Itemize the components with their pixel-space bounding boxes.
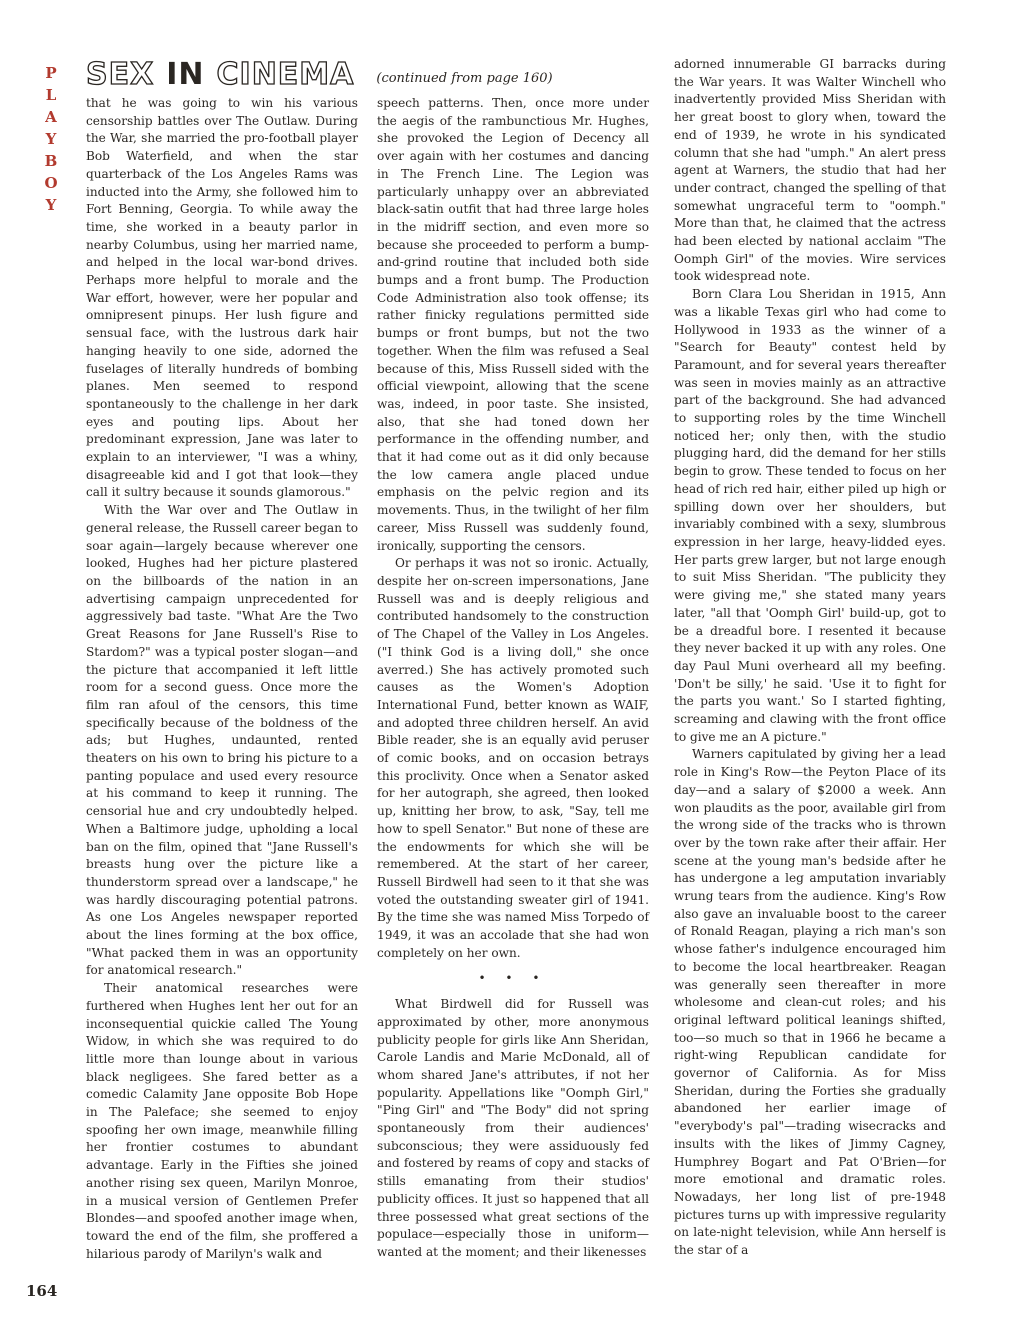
paragraph: Or perhaps it was not so ironic. Actually, despite her on-screen impersonations, Jane Russell was and is deeply religious and contributed handsomely to the construction of The Chapel of the Valley in Los Angeles. ("I think God is a living doll," she once averred.) She has actively promoted such causes as the Women's Adoption International Fund, better known as WAIF, and adopted three children herself. An avid Bible reader, she is an equally avid peruser of comic books, and on occasion betrays this proclivity. Once when a Senator asked for her autograph, she agreed, then looked up, knitting her brow, to ask, "Say, tell me how to spell Senator." But none of these are the endowments for which she will be remembered. At the start of her career, Russell Birdwell had seen to it that she was voted the outstanding sweater girl of 1941. By the time she was named Miss Torpedo of 1949, it was an accolade that she had won completely on her own. [377,556,649,960]
header-word-in: IN [166,57,205,92]
section-header [86,58,553,90]
magazine-name-vertical [38,62,64,216]
magazine-name-letter: O [44,174,58,192]
magazine-name-letter: Y [45,130,57,148]
paragraph: With the War over and The Outlaw in general release, the Russell career began to soar again—largely because wherever one looked, Hughes had her picture plastered on the billboards of the nation in an advertising campaign unprecedented for aggressively bad taste. "What Are the Two Great Reasons for Jane Russell's Rise to Stardom?" was a typical poster slogan—and the picture that accompanied it left little room for a second guess. Once more the film ran afoul of the censors, this time specifically because of the boldness of the ads; but Hughes, undaunted, rented theaters on his own to bring his picture to a panting populace and used every resource at his command to keep it running. The censorial hue and cry undoubtedly helped. When a Baltimore judge, upholding a local ban on the film, opined that "Jane Russell's breasts hung over the picture like a thunderstorm spread over a landscape," he was hardly discouraging potential patrons. As one Los Angeles newspaper reported about the lines forming at the box office, "What packed them in was an opportunity for anatomical research." [86,503,358,978]
paragraph: What Birdwell did for Russell was approximated by other, more anonymous publicity people for girls like Ann Sheridan, Carole Landis and Marie McDonald, all of whom shared Jane's attributes, if not her popularity. Appellations like "Oomph Girl," "Ping Girl" and "The Body" did not spring spontaneously from their audiences' subconscious; they were assiduously fed and fostered by reams of copy and stacks of stills emanating from their studios' publicity offices. It just so happened that all three possessed what great sections of the populace—especially those in uniform—wanted at the moment; and their likenesses [377,997,649,1259]
paragraph: that he was going to win his various censorship battles over The Outlaw. During the War, she married the pro-football player Bob Waterfield, and when the star quarterback of the Los Angeles Rams was inducted into the Army, she followed him to Fort Benning, Georgia. To while away the time, she worked in a beauty parlor in nearby Columbus, using her married name, and helped in the local war-bond drives. Perhaps more helpful to morale and the War effort, however, were her popular and omnipresent pinups. Her lush figure and sensual face, with the lustrous dark hair hanging heavily to one side, adorned the fuselages of literally hundreds of bombing planes. Men seemed to respond spontaneously to the challenge in her dark eyes and pouting lips. About her predominant expression, Jane was later to explain to an interviewer, "I was a whiny, disagreeable kid and I got that look—they call it sultry because it sounds glamorous." [86,96,358,500]
paragraph: Born Clara Lou Sheridan in 1915, Ann was a likable Texas girl who had come to Hollywood in 1933 as the winner of a "Search for Beauty" contest held by Paramount, and for several years thereafter was seen in movies mainly as an attractive part of the background. She had advanced to supporting roles by the time Winchell noticed her; only then, with the studio plugging hard, did the demand for her stills begin to grow. These tended to focus on her head of rich red hair, either piled up high or spilling down over her shoulders, but invariably combined with a sexy, slumbrous expression in her large, heavy-lidded eyes. Her parts grew larger, but not large enough to suit Miss Sheridan. "The publicity they were giving me," she stated many years later, "all that 'Oomph Girl' build-up, got to be a dreadful bore. I resented it because they never backed it up with any roles. One day Paul Muni overheard all my beefing. 'Don't be silly,' he said. 'Use it to fight for the parts you want.' So I started fighting, screaming and clawing with the front office to give me an A picture." [674,287,946,744]
page-number: 164 [26,1282,58,1300]
text-column-3 [674,56,946,1260]
paragraph: Their anatomical researches were furthered when Hughes lent her out for an inconsequential quickie called The Young Widow, in which she was required to do little more than lounge about in various black negligees. She fared better as a comedic Calamity Jane opposite Bob Hope in The Paleface; she seemed to enjoy spoofing her own image, meanwhile filling her frontier costumes to abundant advantage. Early in the Fifties she joined another rising sex queen, Marilyn Monroe, in a musical version of Gentlemen Prefer Blondes—and spoofed another image when, toward the end of the film, she proffered a hilarious parody of Marilyn's walk and [86,981,358,1261]
section-break-ornament: • • • [478,971,548,986]
magazine-name-letter: Y [45,196,57,214]
paragraph: Warners capitulated by giving her a lead role in King's Row—the Peyton Place of its day—and a salary of $2000 a week. Ann won plaudits as the poor, available girl from the wrong side of the tracks who is thrown over by the town rake after their affair. Her scene at the young man's bedside after he has undergone a leg amputation invariably wrung tears from the audience. King's Row also gave an invaluable boost to the career of Ronald Reagan, playing a rich man's son whose father's indulgence encouraged him to become the local heartbreaker. Reagan was generally seen thereafter in more wholesome and clean-cut roles; and his original leftward political leanings shifted, too—so much so that in 1966 he became a right-wing Republican candidate for governor of California. As for Miss Sheridan, during the Forties she gradually abandoned her earlier image of "everybody's pal"—trading wisecracks and insults with the likes of Jimmy Cagney, Humphrey Bogart and Pat O'Brien—for more emotional and dramatic roles. Nowadays, her long list of pre-1948 pictures turns up with impressive regularity on late-night television, while Ann herself is the star of a [674,747,946,1258]
magazine-name-letter: L [45,86,57,104]
header-word-sex: SEX [86,57,155,92]
text-column-1 [86,95,358,1263]
paragraph: speech patterns. Then, once more under the aegis of the rambunctious Mr. Hughes, she provoked the Legion of Decency all over again with her costumes and dancing in The French Line. The Legion was particularly unhappy over an abbreviated black-satin outfit that had three large holes in the midriff section, and even more so because she proceeded to perform a bump-and-grind routine that included both side bumps and a front bump. The Production Code Administration also took offense; its rather finicky regulations permitted side bumps or front bumps, but not the two together. When the film was refused a Seal because of this, Miss Russell sided with the official viewpoint, allowing that the scene was, indeed, in poor taste. She insisted, also, that she had toned down her performance in the offending number, and that it had come out as it did only because the low camera angle placed undue emphasis on the pelvic region and its movements. Thus, in the twilight of her film career, Miss Russell was suddenly found, ironically, supporting the censors. [377,96,649,553]
magazine-name-letter: A [45,108,57,126]
paragraph: adorned innumerable GI barracks during the War years. It was Walter Winchell who inadvertently provided Miss Sheridan with her great boost to glory when, toward the end of 1939, he wrote in his syndicated column that she had "umph." An alert press agent at Warners, the studio that had her under contract, changed the spelling of that somewhat ungraceful term to "oomph." More than that, he claimed that the actress had been elected by national acclaim "The Oomph Girl" of the movies. Wire services took widespread note. [674,57,946,284]
text-column-2 [377,95,649,1262]
magazine-name-letter: P [45,64,57,82]
continued-note: (continued from page 160) [376,71,553,86]
magazine-name-letters [38,62,64,216]
header-word-cinema: CINEMA [216,57,355,92]
magazine-name-letter: B [44,152,58,170]
